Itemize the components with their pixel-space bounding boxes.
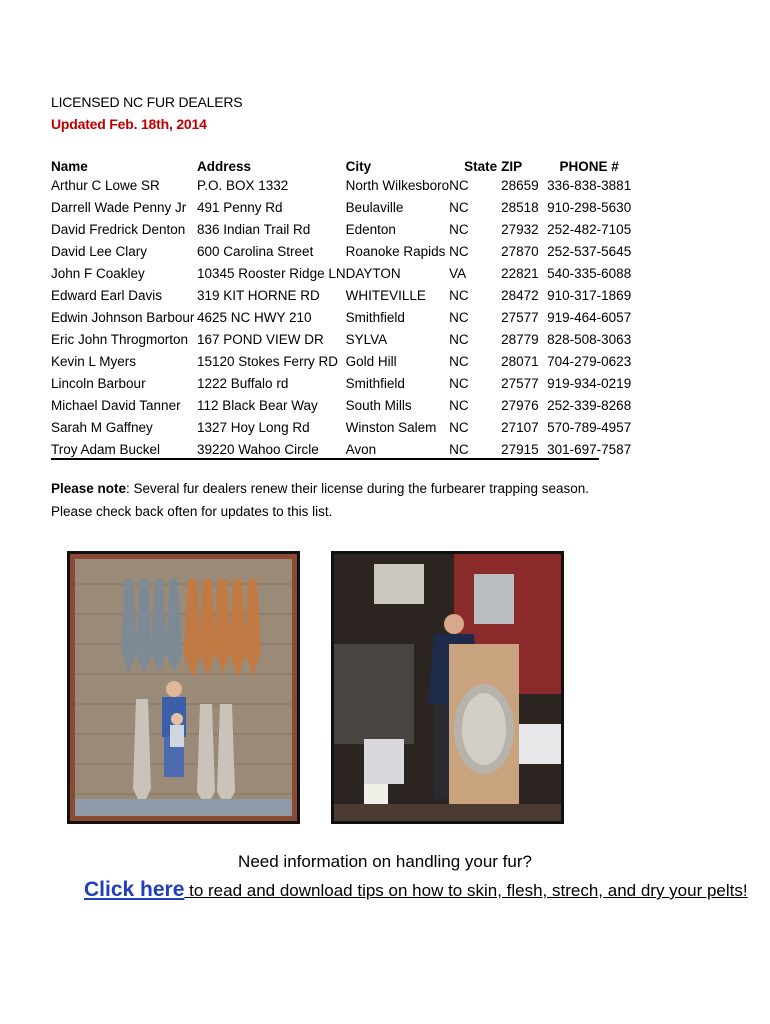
dealer-address: 4625 NC HWY 210 (197, 309, 312, 325)
dealer-address: 600 Carolina Street (197, 243, 314, 259)
note-line-1 (51, 481, 589, 496)
dealer-city: Edenton (345, 221, 396, 237)
dealer-phone: 910-298-5630 (547, 199, 632, 215)
table-bottom-rule (51, 458, 599, 460)
dealer-zip: 28659 (501, 177, 539, 193)
dealer-name: Edward Earl Davis (51, 287, 163, 303)
dealer-state: NC (449, 309, 469, 325)
table-row (51, 240, 631, 262)
dealer-city: WHITEVILLE (345, 287, 426, 303)
dealer-address: 1327 Hoy Long Rd (197, 419, 310, 435)
dealer-address: 167 POND VIEW DR (197, 331, 324, 347)
dealer-name: Michael David Tanner (51, 397, 181, 413)
column-header-state: State (464, 159, 498, 174)
dealer-phone: 540-335-6088 (547, 265, 632, 281)
dealer-address: 15120 Stokes Ferry RD (197, 353, 339, 369)
table-row (51, 284, 631, 306)
dealer-city: North Wilkesboro (345, 177, 450, 193)
dealer-state: NC (449, 177, 469, 193)
dealer-phone: 828-508-3063 (547, 331, 632, 347)
photo-pelts-on-wall (67, 551, 300, 824)
dealer-state: NC (449, 397, 469, 413)
dealer-name: Sarah M Gaffney (51, 419, 153, 435)
dealer-name: David Lee Clary (51, 243, 148, 259)
note-line-2: Please check back often for updates to this list. (51, 504, 333, 519)
dealer-phone: 336-838-3881 (547, 177, 632, 193)
column-header-phone: PHONE # (559, 159, 619, 174)
table-row (51, 218, 631, 240)
page-title: LICENSED NC FUR DEALERS (51, 94, 243, 110)
dealer-zip: 27976 (501, 397, 539, 413)
dealer-city: DAYTON (345, 265, 401, 281)
dealer-zip: 28779 (501, 331, 539, 347)
dealer-city: Beulaville (345, 199, 404, 215)
dealer-name: John F Coakley (51, 265, 145, 281)
dealer-zip: 27107 (501, 419, 539, 435)
column-header-city: City (345, 159, 372, 174)
table-row (51, 372, 631, 394)
dealer-phone: 910-317-1869 (547, 287, 632, 303)
dealer-phone: 252-482-7105 (547, 221, 632, 237)
dealer-zip: 28518 (501, 199, 539, 215)
table-row (51, 350, 631, 372)
dealer-state: NC (449, 243, 469, 259)
dealer-name: Darrell Wade Penny Jr (51, 199, 187, 215)
table-row (51, 394, 631, 416)
dealer-phone: 919-934-0219 (547, 375, 632, 391)
note-label: Please note (51, 481, 127, 496)
dealer-state: VA (449, 265, 467, 281)
dealer-city: South Mills (345, 397, 412, 413)
dealer-zip: 27870 (501, 243, 539, 259)
dealer-zip: 28071 (501, 353, 539, 369)
dealer-zip: 28472 (501, 287, 539, 303)
pelt-stretching-photo-illustration (334, 554, 561, 821)
dealer-phone: 252-537-5645 (547, 243, 632, 259)
dealer-city: Smithfield (345, 309, 405, 325)
dealer-state: NC (449, 221, 469, 237)
dealer-city: Roanoke Rapids (345, 243, 446, 259)
photo-woman-with-pelt (331, 551, 564, 824)
dealer-zip: 27577 (501, 375, 539, 391)
dealer-address: 836 Indian Trail Rd (197, 221, 311, 237)
dealer-address: 319 KIT HORNE RD (197, 287, 320, 303)
table-row (51, 306, 631, 328)
dealer-phone: 252-339-8268 (547, 397, 632, 413)
dealer-city: SYLVA (345, 331, 388, 347)
dealer-state: NC (449, 287, 469, 303)
dealer-state: NC (449, 331, 469, 347)
dealer-zip: 27932 (501, 221, 539, 237)
table-row (51, 328, 631, 350)
note-text: : Several fur dealers renew their license during the furbearer trapping season. (126, 481, 590, 496)
dealer-city: Smithfield (345, 375, 405, 391)
dealer-address: 1222 Buffalo rd (197, 375, 289, 391)
tips-link-line (84, 878, 748, 902)
click-here-link[interactable]: Click here (84, 878, 185, 901)
dealer-address: 112 Black Bear Way (197, 397, 318, 413)
dealer-city: Winston Salem (345, 419, 437, 435)
pelts-photo-illustration (70, 554, 297, 821)
dealer-state: NC (449, 199, 469, 215)
dealer-state: NC (449, 375, 469, 391)
dealer-phone: 919-464-6057 (547, 309, 632, 325)
dealer-name: Troy Adam Buckel (51, 441, 161, 457)
column-header-address: Address (197, 159, 252, 174)
dealer-name: Eric John Throgmorton (51, 331, 189, 347)
dealer-name: Lincoln Barbour (51, 375, 146, 391)
dealer-name: Kevin L Myers (51, 353, 137, 369)
dealer-name: David Fredrick Denton (51, 221, 186, 237)
dealer-zip: 27577 (501, 309, 539, 325)
dealer-zip: 27915 (501, 441, 539, 457)
dealer-city: Avon (345, 441, 377, 457)
dealer-address: 491 Penny Rd (197, 199, 283, 215)
dealer-address: P.O. BOX 1332 (197, 177, 289, 193)
dealer-state: NC (449, 419, 469, 435)
updated-date: Updated Feb. 18th, 2014 (51, 116, 207, 132)
dealer-state: NC (449, 353, 469, 369)
dealer-address: 39220 Wahoo Circle (197, 441, 319, 457)
dealer-city: Gold Hill (345, 353, 397, 369)
dealer-state: NC (449, 441, 469, 457)
dealers-table (51, 154, 631, 460)
dealer-phone: 704-279-0623 (547, 353, 632, 369)
tips-link-text: to read and download tips on how to skin, flesh, strech, and dry your pelts! (184, 881, 748, 900)
table-row (51, 174, 631, 196)
dealer-phone: 570-789-4957 (547, 419, 632, 435)
table-row (51, 438, 631, 460)
table-row (51, 196, 631, 218)
column-header-name: Name (51, 159, 88, 174)
dealer-phone: 301-697-7587 (547, 441, 632, 457)
table-row (51, 416, 631, 438)
table-header-row (51, 154, 631, 174)
dealer-address: 10345 Rooster Ridge LN (197, 265, 346, 281)
table-row (51, 262, 631, 284)
fur-info-question: Need information on handling your fur? (238, 852, 532, 871)
dealer-name: Edwin Johnson Barbour (51, 309, 195, 325)
column-header-zip: ZIP (501, 159, 523, 174)
dealer-name: Arthur C Lowe SR (51, 177, 160, 193)
dealer-zip: 22821 (501, 265, 539, 281)
